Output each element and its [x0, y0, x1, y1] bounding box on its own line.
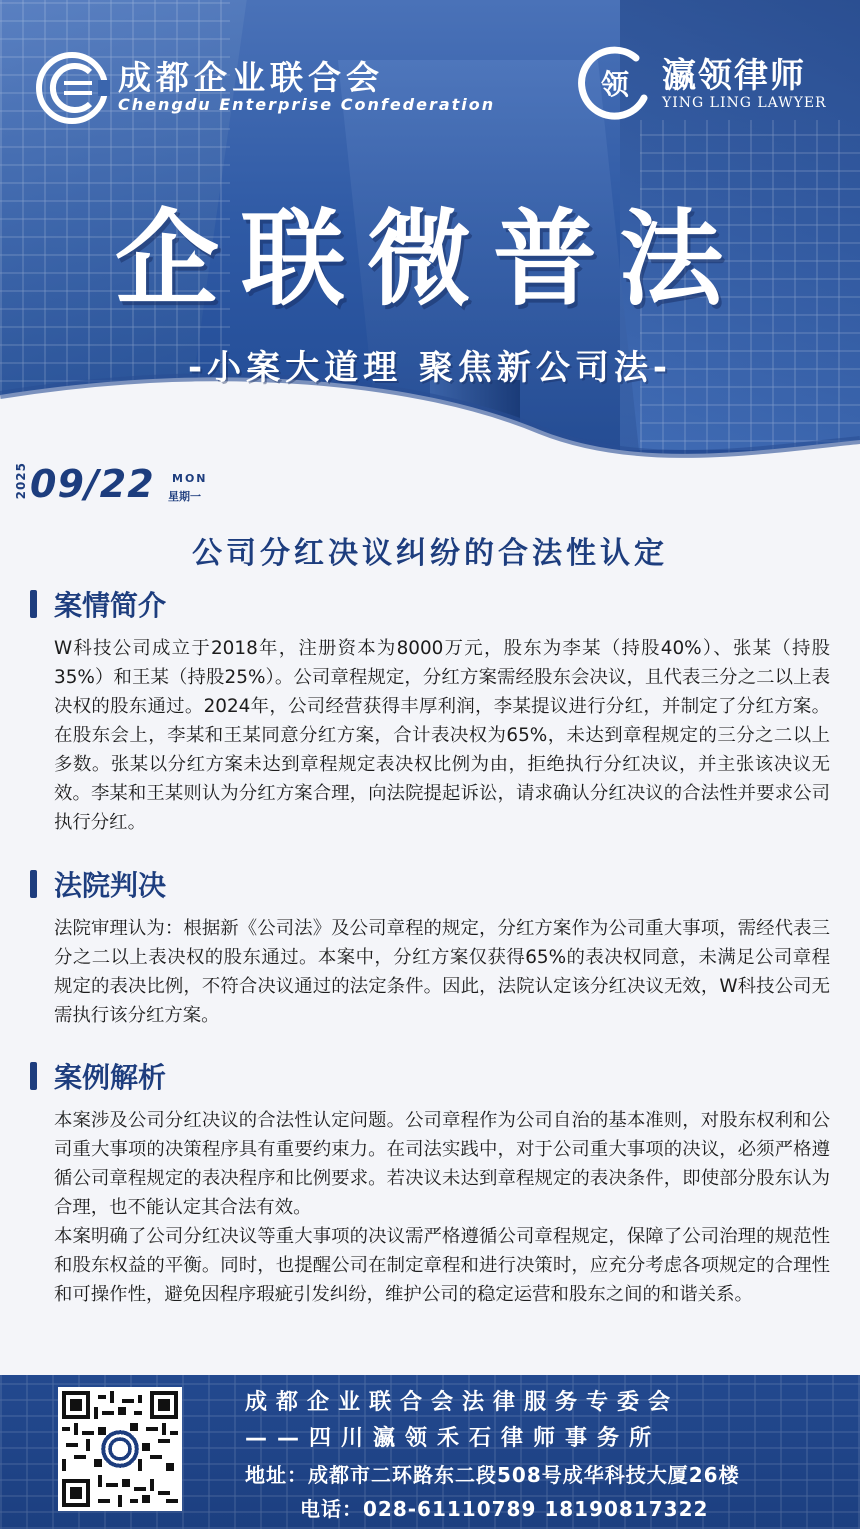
ying-ling-lawyer-logo [574, 42, 656, 124]
main-title: 企联微普法 [114, 197, 745, 320]
date-day: 09/22 [30, 462, 155, 506]
section-paragraph: 本案涉及公司分红决议的合法性认定问题。公司章程作为公司自治的基本准则，对股东权利和公司重大事项的决策程序具有重要约束力。在司法实践中，对于公司重大事项的决议，必须严格遵循公司章程规定的表决程序和比例要求。若决议未达到章程规定的表决条件，即使部分股东认为合理，也不能认定其合法有效。 [54, 1110, 830, 1218]
subtitle: -小案大道理 聚焦新公司法- [187, 348, 673, 388]
chengdu-confederation-logo [34, 50, 110, 126]
date-weekday-en: MON [172, 472, 208, 485]
footer-banner [0, 1375, 860, 1529]
qr-code[interactable] [58, 1387, 182, 1511]
article-title: 公司分红决议纠纷的合法性认定 [192, 536, 668, 571]
footer-law-firm: ——四川瀛领禾石律师事务所 [245, 1426, 662, 1451]
footer-committee: 成都企业联合会法律服务专委会 [245, 1390, 680, 1415]
section-marker [30, 590, 37, 618]
section-marker [30, 1062, 37, 1090]
section-title: 法院判决 [54, 869, 167, 902]
section-title: 案例解析 [54, 1061, 167, 1094]
law-firm-name-cn: 瀛领律师 [662, 56, 806, 96]
section-court-ruling [30, 864, 830, 1030]
section-case-analysis [30, 1056, 830, 1309]
header-banner [0, 0, 860, 500]
footer-address: 地址：成都市二环路东二段508号成华科技大厦26楼 [245, 1463, 740, 1487]
section-title: 案情简介 [54, 589, 167, 622]
section-paragraph: W科技公司成立于2018年，注册资本为8000万元，股东为李某（持股40%）、张某（持股35%）和王某（持股25%）。公司章程规定，分红方案需经股东会决议，且代表三分之二以上表决权的股东通过。2024年，公司经营获得丰厚利润，李某提议进行分红，并制定了分红方案。在股东会上，李某和王某同意分红方案，合计表决权为65%，未达到章程规定的三分之二以上多数。张某以分红方案未达到章程规定表决权比例为由，拒绝执行分红决议，并主张该决议无效。李某和王某则认为分红方案合理，向法院提起诉讼，请求确认分红决议的合法性并要求公司执行分红。 [54, 638, 830, 833]
date-year: 2025 [14, 462, 28, 500]
date-weekday-cn: 星期一 [168, 490, 201, 503]
section-paragraph: 本案明确了公司分红决议等重大事项的决议需严格遵循公司章程规定，保障了公司治理的规范性和股东权益的平衡。同时，也提醒公司在制定章程和进行决策时，应充分考虑各项规定的合理性和可操作性，避免因程序瑕疵引发纠纷，维护公司的稳定运营和股东之间的和谐关系。 [54, 1226, 830, 1305]
law-firm-name-en: YING LING LAWYER [662, 95, 827, 111]
section-header [30, 864, 830, 904]
section-header [30, 584, 830, 624]
law-logo-char: 领 [600, 68, 630, 101]
section-header [30, 1056, 830, 1096]
org-name-cn: 成都企业联合会 [118, 58, 384, 97]
section-marker [30, 870, 37, 898]
section-case-summary [30, 584, 830, 837]
footer-phone: 电话：028-61110789 18190817322 [300, 1497, 709, 1521]
org-name-en: Chengdu Enterprise Confederation [118, 95, 496, 114]
section-paragraph: 法院审理认为：根据新《公司法》及公司章程的规定，分红方案作为公司重大事项，需经代表三分之二以上表决权的股东通过。本案中，分红方案仅获得65%的表决权同意，未满足公司章程规定的表决比例，不符合决议通过的法定条件。因此，法院认定该分红决议无效，W科技公司无需执行该分红方案。 [54, 918, 830, 1026]
